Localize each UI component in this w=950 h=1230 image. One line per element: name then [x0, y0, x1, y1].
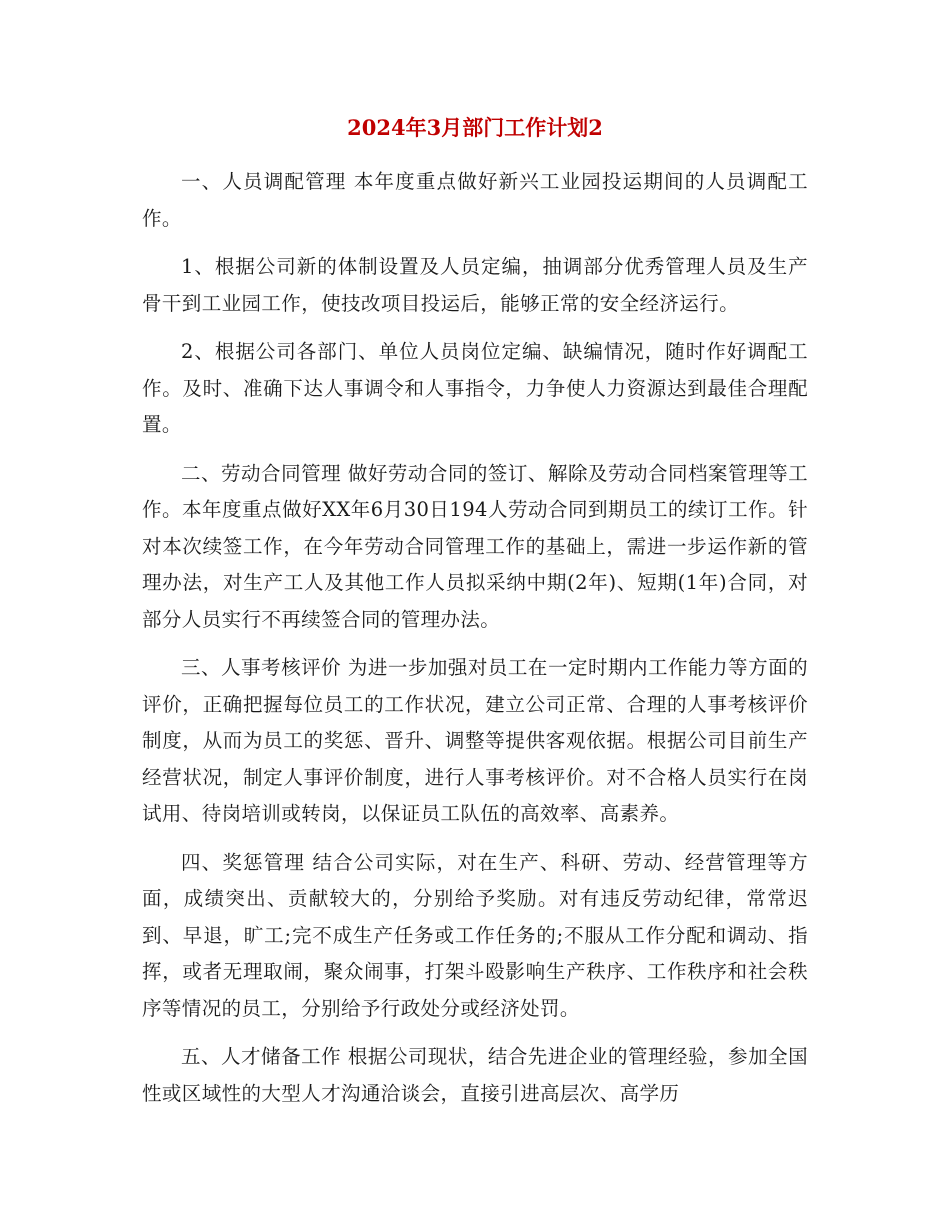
paragraph-4: 二、劳动合同管理 做好劳动合同的签订、解除及劳动合同档案管理等工作。本年度重点做好XX年6月30日194人劳动合同到期员工的续订工作。针对本次续签工作，在今年劳动合同管理工作的基础上，需进一步运作新的管理办法，对生产工人及其他工作人员拟采纳中期(2年)、短期(1年)合同，对部分人员实行不再续签合同的管理办法。 [142, 461, 808, 631]
paragraph-2: 1、根据公司新的体制设置及人员定编，抽调部分优秀管理人员及生产骨干到工业园工作，使技改项目投运后，能够正常的安全经济运行。 [142, 255, 808, 315]
document-title: 2024年3月部门工作计划2 [347, 115, 603, 140]
paragraph-6: 四、奖惩管理 结合公司实际，对在生产、科研、劳动、经营管理等方面，成绩突出、贡献较大的，分别给予奖励。对有违反劳动纪律，常常迟到、早退，旷工;完不成生产任务或工作任务的;不服从工作分配和调动、指挥，或者无理取闹，聚众闹事，打架斗殴影响生产秩序、工作秩序和社会秩序等情况的员工，分别给予行政处分或经济处罚。 [142, 850, 808, 1020]
paragraph-7: 五、人才储备工作 根据公司现状，结合先进企业的管理经验，参加全国性或区域性的大型人才沟通洽谈会，直接引进高层次、高学历 [142, 1045, 808, 1105]
paragraph-5: 三、人事考核评价 为进一步加强对员工在一定时期内工作能力等方面的评价，正确把握每位员工的工作状况，建立公司正常、合理的人事考核评价制度，从而为员工的奖惩、晋升、调整等提供客观依据。根据公司目前生产经营状况，制定人事评价制度，进行人事考核评价。对不合格人员实行在岗试用、待岗培训或转岗，以保证员工队伍的高效率、高素养。 [142, 656, 808, 825]
document-page [142, 112, 808, 1124]
paragraph-3: 2、根据公司各部门、单位人员岗位定编、缺编情况，随时作好调配工作。及时、准确下达人事调令和人事指令，力争使人力资源达到最佳合理配置。 [142, 340, 808, 436]
paragraph-1: 一、人员调配管理 本年度重点做好新兴工业园投运期间的人员调配工作。 [142, 170, 808, 230]
